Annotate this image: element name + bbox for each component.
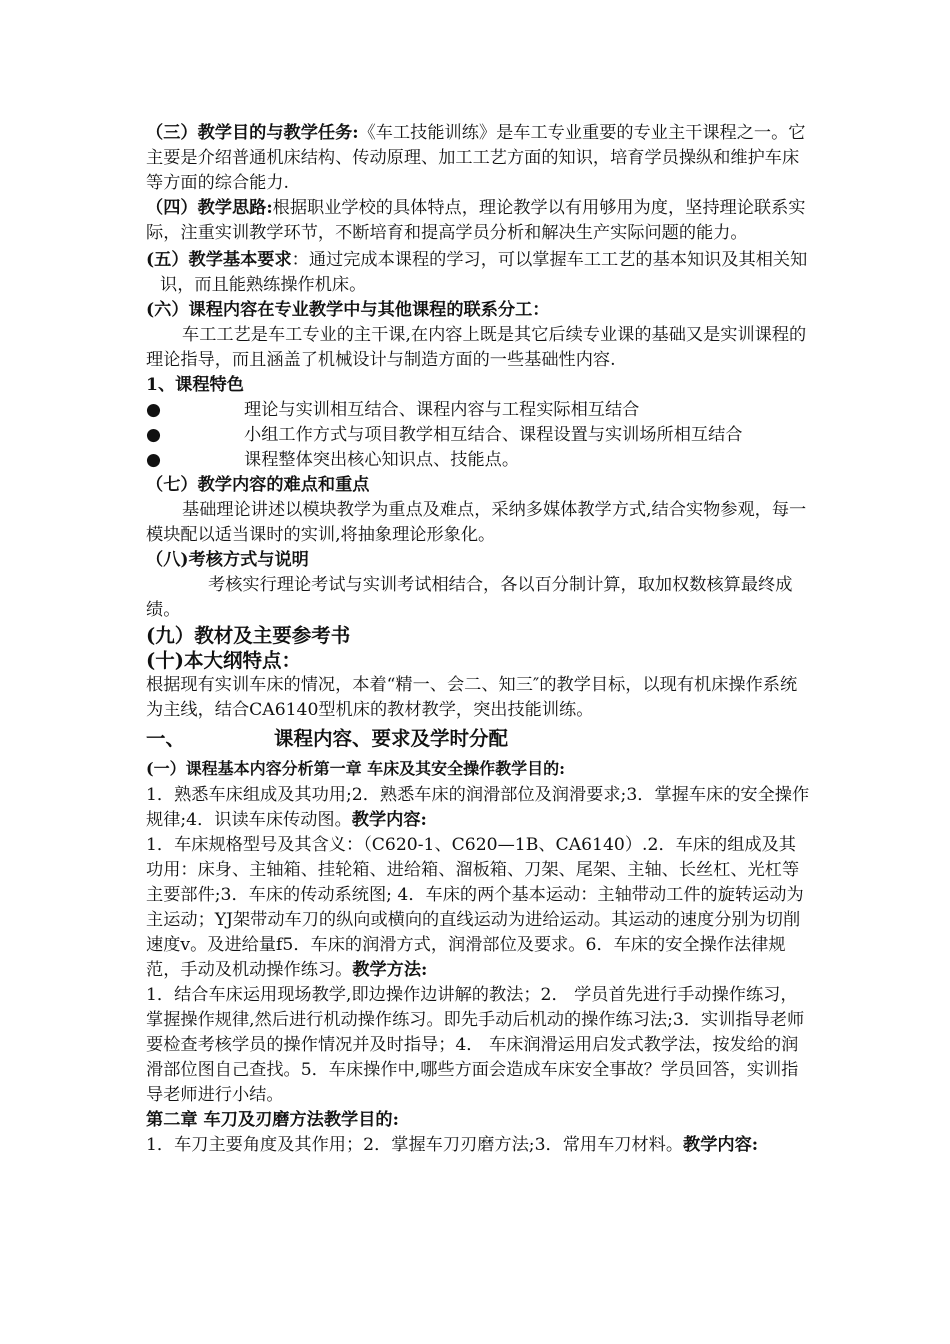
section-4 <box>146 196 810 246</box>
chapter-1-goal-text: 1．熟悉车床组成及其功用;2．熟悉车床的润滑部位及润滑要求;3．掌握车床的安全操作规律;4．识读车床传动图。 <box>146 785 810 830</box>
bullet-text: 小组工作方式与项目教学相互结合、课程设置与实训场所相互结合 <box>244 425 743 445</box>
section-7-body: 基础理论讲述以模块教学为重点及难点，采纳多媒体教学方式,结合实物参观，每一模块配以适当课时的实训,将抽象理论形象化。 <box>146 500 807 545</box>
section-number: 一、 <box>146 727 186 750</box>
section-10-heading: (十)本大纲特点： <box>146 649 301 672</box>
section-10-body: 根据现有实训车床的情况，本着“精一、会二、知三″的教学目标，以现有机床操作系统为主线，结合CA6140型机床的教材教学，突出技能训练。 <box>146 675 798 720</box>
chapter-1-heading: (一）课程基本内容分析第一章 车床及其安全操作教学目的: <box>146 759 566 778</box>
section-8-body: 考核实行理论考试与实训考试相结合，各以百分制计算，取加权数核算最终成绩。 <box>146 575 793 620</box>
section-3-body: 《车工技能训练》是车工专业重要的专业主干课程之一。它主要是介绍普通机床结构、传动原理、加工工艺方面的知识，培育学员操纵和维护车床等方面的综合能力. <box>146 123 806 193</box>
section-3 <box>146 121 810 196</box>
chapter-2-heading: 第二章 车刀及刃磨方法教学目的: <box>146 1110 399 1130</box>
chapter-1-method: 1．结合车床运用现场教学,即边操作边讲解的教法；2． 学员首先进行手动操作练习，掌握操作规律,然后进行机动操作练习。即先手动后机动的操作练习法;3．实训指导老师要检查考核学员的操作情况并及时指导；4． 车床润滑运用启发式教学法，按发给的润滑部位图自己查找。5．车床操作中,哪些方面会造成车床安全事故？学员回答，实训指导老师进行小结。 <box>146 985 805 1105</box>
section-4-heading: （四）教学思路: <box>146 198 273 218</box>
section-5-heading: (五）教学基本要求 <box>146 250 292 270</box>
section-4-body: 根据职业学校的具体特点，理论教学以有用够用为度，坚持理论联系实际，注重实训教学环节，不断培育和提高学员分析和解决生产实际问题的能力。 <box>146 198 806 243</box>
chapter-1-content <box>146 833 810 983</box>
section-5-body: ：通过完成本课程的学习，可以掌握车工工艺的基本知识及其相关知识，而且能熟练操作机床。 <box>160 250 808 295</box>
bullet-item <box>146 448 810 473</box>
bullet-text: 课程整体突出核心知识点、技能点。 <box>244 450 520 470</box>
chapter-2-goal-text: 1．车刀主要角度及其作用；2．掌握车刀刃磨方法;3．常用车刀材料。 <box>146 1135 684 1155</box>
bullet-dot-icon: ● <box>146 425 161 445</box>
section-title: 课程内容、要求及学时分配 <box>274 727 509 750</box>
chapter-section-title <box>146 723 810 754</box>
bullet-text: 理论与实训相互结合、课程内容与工程实际相互结合 <box>244 400 640 420</box>
bullet-dot-icon: ● <box>146 400 161 420</box>
bullet-item <box>146 423 810 448</box>
chapter-2-goals <box>146 1133 810 1158</box>
section-5 <box>146 248 810 298</box>
bullet-item <box>146 398 810 423</box>
feature-heading: 1、课程特色 <box>146 375 244 395</box>
chapter-1-content-label: 教学内容: <box>351 810 427 830</box>
chapter-1-content-text: 1．车床规格型号及其含义：（C620-1、C620—1B、CA6140）.2．车床的组成及其功用：床身、主轴箱、挂轮箱、进给箱、溜板箱、刀架、尾架、主轴、长丝杠、光杠等主要部件;3．车床的传动系统图; 4．车床的两个基本运动：主轴带动工件的旋转运动为主运动；YJ架带动车刀的纵向或横向的直线运动为进给运动。其运动的速度分别为切削速度v。及进给量f5．车床的润滑方式，润滑部位及要求。6．车床的安全操作法律规范，手动及机动操作练习。 <box>146 835 804 980</box>
chapter-2-content-label: 教学内容: <box>683 1135 759 1155</box>
section-6-heading: (六）课程内容在专业教学中与其他课程的联系分工： <box>146 300 550 320</box>
chapter-1-method-label: 教学方法: <box>352 960 428 980</box>
chapter-1-goals <box>146 783 810 833</box>
bullet-dot-icon: ● <box>146 450 161 470</box>
section-8-heading: （八)考核方式与说明 <box>146 550 309 570</box>
section-7-heading: （七）教学内容的难点和重点 <box>146 475 370 495</box>
section-6-body: 车工工艺是车工专业的主干课,在内容上既是其它后续专业课的基础又是实训课程的理论指导，而且涵盖了机械设计与制造方面的一些基础性内容. <box>146 325 807 370</box>
section-9-heading: (九）教材及主要参考书 <box>146 624 351 647</box>
section-3-heading: （三）教学目的与教学任务: <box>146 123 359 143</box>
